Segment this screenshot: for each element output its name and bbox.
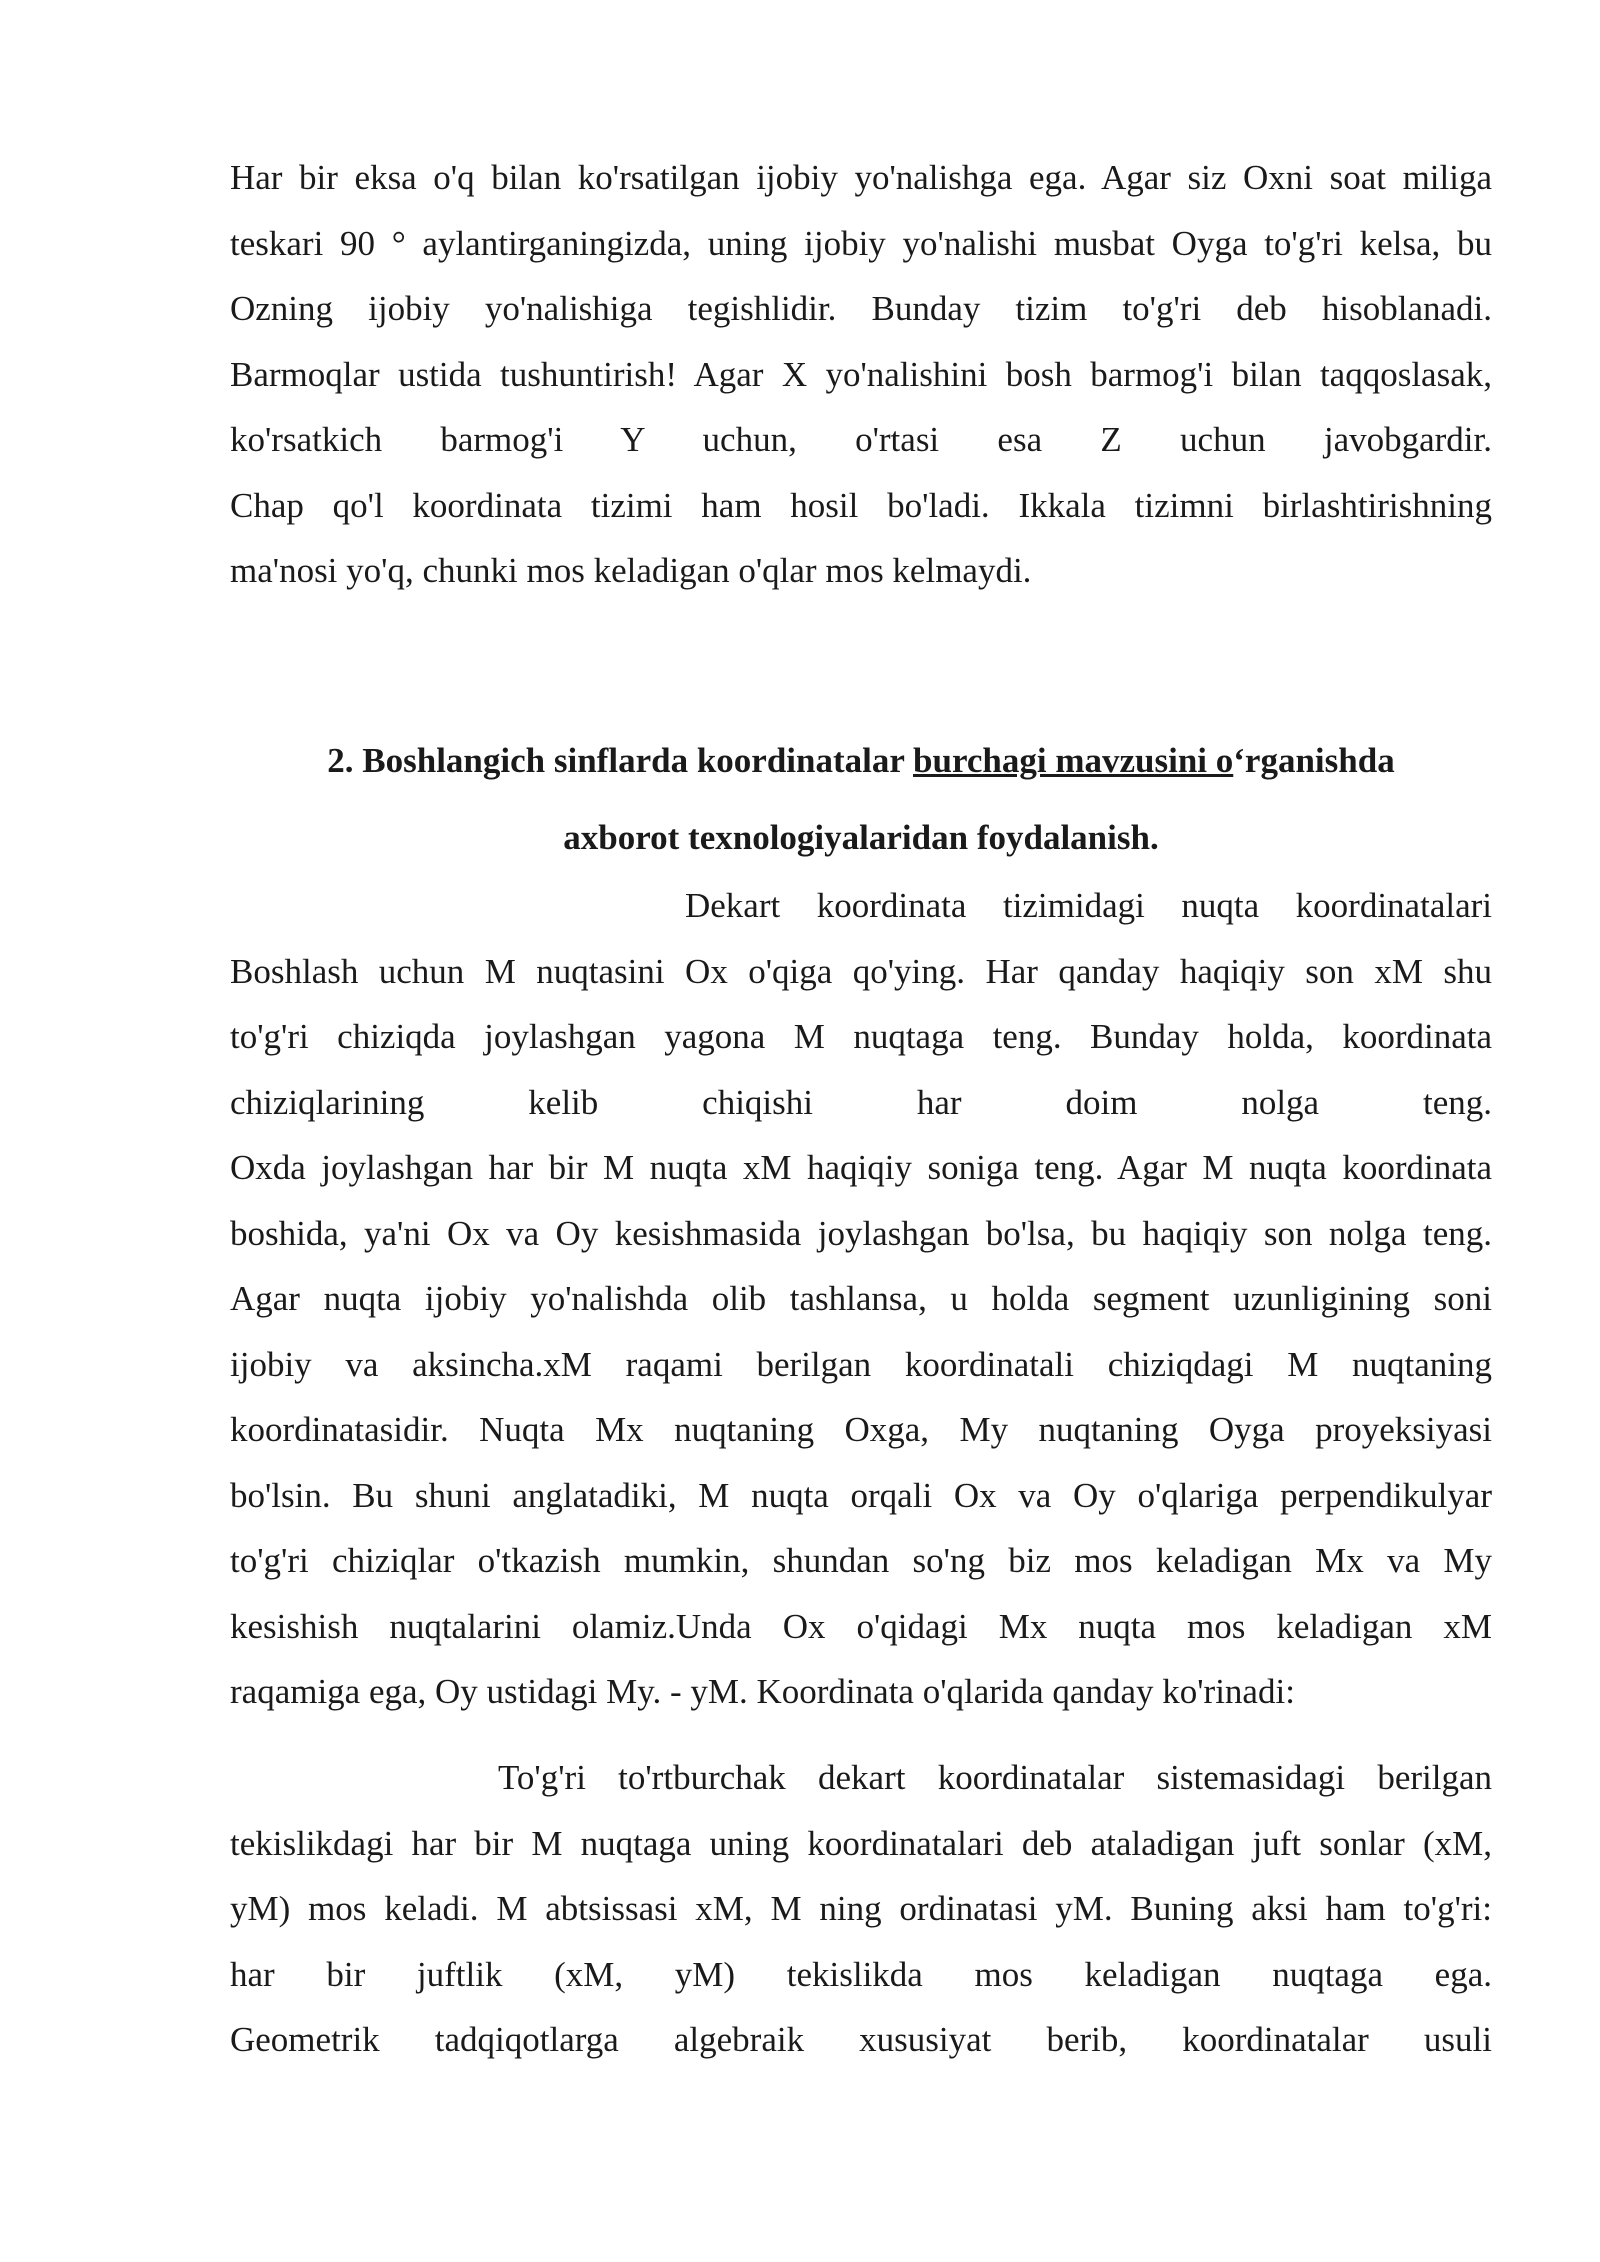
text-line: Geometrik tadqiqotlarga algebraik xususiyat berib, koordinatalar usuli <box>230 2020 1492 2059</box>
text-line: yM) mos keladi. M abtsissasi xM, M ning ordinatasi yM. Buning aksi ham to'g'ri: <box>230 1889 1492 1928</box>
text-line: To'g'ri to'rtburchak dekart koordinatalar sistemasidagi berilgan <box>498 1758 1492 1797</box>
text-line: to'g'ri chiziqda joylashgan yagona M nuqtaga teng. Bunday holda, koordinata <box>230 1017 1492 1056</box>
heading-line-2: axborot texnologiyalaridan foydalanish. <box>563 818 1159 857</box>
text-line: Ozning ijobiy yo'nalishiga tegishlidir. Bunday tizim to'g'ri deb hisoblanadi. <box>230 289 1492 328</box>
text-line: tekislikdagi har bir M nuqtaga uning koordinatalari deb ataladigan juft sonlar (xM, <box>230 1823 1492 1863</box>
text-line: ma'nosi yo'q, chunki mos keladigan o'qlar mos kelmaydi. <box>230 551 1032 590</box>
text-line: teskari 90 ° aylantirganingizda, uning ijobiy yo'nalishi musbat Oyga to'g'ri kelsa, bu <box>230 223 1492 263</box>
text-line: Har bir eksa o'q bilan ko'rsatilgan ijobiy yo'nalishga ega. Agar siz Oxni soat miliga <box>230 158 1492 197</box>
text-line: Dekart koordinata tizimidagi nuqta koordinatalari <box>685 886 1492 925</box>
text-line: koordinatasidir. Nuqta Mx nuqtaning Oxga, My nuqtaning Oyga proyeksiyasi <box>230 1410 1492 1449</box>
text-line: ijobiy va aksincha.xM raqami berilgan koordinatali chiziqdagi M nuqtaning <box>230 1344 1492 1384</box>
paragraph-rectangular-system <box>230 1745 1492 2073</box>
heading-underlined-text: burchagi mavzusini o <box>913 741 1234 780</box>
text-line: boshida, ya'ni Ox va Oy kesishmasida joylashgan bo'lsa, bu haqiqiy son nolga teng. <box>230 1213 1492 1253</box>
text-line: ko'rsatkich barmog'i Y uchun, o'rtasi esa Z uchun javobgardir. <box>230 420 1492 459</box>
text-line: Agar nuqta ijobiy yo'nalishda olib tashlansa, u holda segment uzunligining soni <box>230 1279 1492 1318</box>
text-line: Chap qo'l koordinata tizimi ham hosil bo'ladi. Ikkala tizimni birlashtirishning <box>230 485 1492 525</box>
text-line: to'g'ri chiziqlar o'tkazish mumkin, shundan so'ng biz mos keladigan Mx va My <box>230 1541 1492 1580</box>
section-heading <box>230 722 1492 876</box>
text-line: bo'lsin. Bu shuni anglatadiki, M nuqta orqali Ox va Oy o'qlariga perpendikulyar <box>230 1475 1492 1515</box>
paragraph-axes-orientation <box>230 145 1492 604</box>
text-line: har bir juftlik (xM, yM) tekislikda mos keladigan nuqtaga ega. <box>230 1954 1492 1994</box>
text-line: chiziqlarining kelib chiqishi har doim nolga teng. <box>230 1082 1492 1122</box>
heading-text: ‘rganishda <box>1233 741 1395 780</box>
text-line: Barmoqlar ustida tushuntirish! Agar X yo'nalishini bosh barmog'i bilan taqqoslasak, <box>230 354 1492 394</box>
paragraph-cartesian-coordinates <box>230 873 1492 1725</box>
text-line: Boshlash uchun M nuqtasini Ox o'qiga qo'ying. Har qanday haqiqiy son xM shu <box>230 951 1492 991</box>
heading-line-1 <box>230 722 1492 799</box>
heading-text: 2. Boshlangich sinflarda koordinatalar <box>327 741 914 780</box>
text-line: Oxda joylashgan har bir M nuqta xM haqiqiy soniga teng. Agar M nuqta koordinata <box>230 1148 1492 1187</box>
text-line: raqamiga ega, Oy ustidagi My. - yM. Koordinata o'qlarida qanday ko'rinadi: <box>230 1672 1295 1711</box>
text-line: kesishish nuqtalarini olamiz.Unda Ox o'qidagi Mx nuqta mos keladigan xM <box>230 1606 1492 1646</box>
